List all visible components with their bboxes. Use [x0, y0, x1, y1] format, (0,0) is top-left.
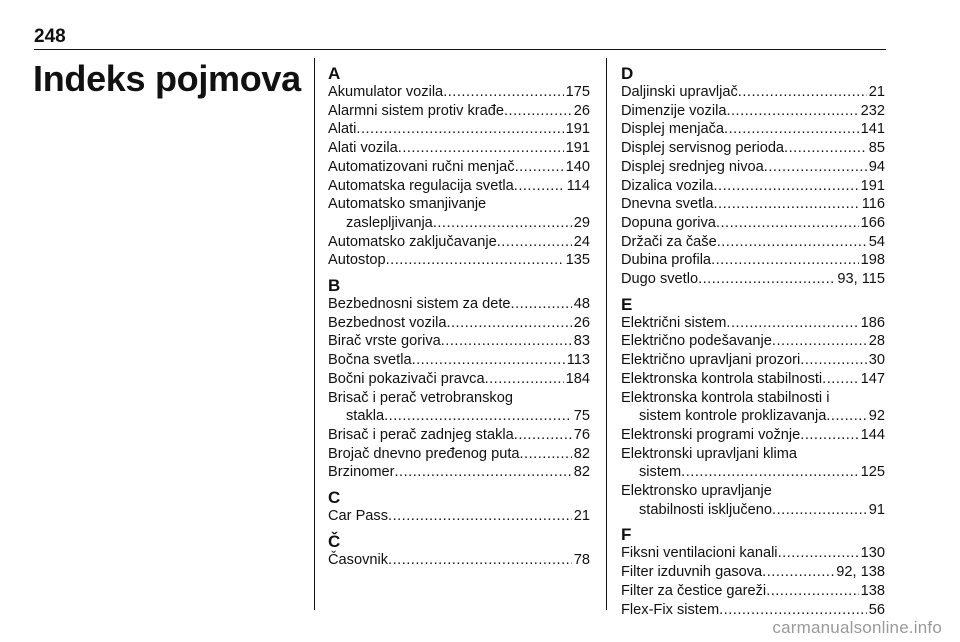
entry-term: Bočni pokazivači pravca	[328, 370, 485, 387]
index-entry	[621, 270, 885, 289]
entry-page: 82	[573, 445, 590, 462]
index-entry	[621, 370, 885, 389]
leader-dots	[395, 463, 572, 482]
entry-term: Bezbednost vozila	[328, 314, 447, 331]
entry-term: Bočna svetla	[328, 352, 412, 369]
entry-term: Displej menjača	[621, 121, 725, 138]
entry-term: Dizalica vozila	[621, 177, 714, 194]
entry-page: 166	[860, 214, 885, 231]
entry-page: 30	[868, 352, 885, 369]
leader-dots	[698, 270, 835, 289]
index-entry	[621, 463, 885, 482]
entry-term: Dnevna svetla	[621, 196, 714, 213]
leader-dots	[711, 251, 859, 270]
entry-term: Elektronski upravljani klima	[621, 445, 798, 462]
entry-page: 54	[868, 233, 885, 250]
leader-dots	[778, 544, 859, 563]
entry-page: 125	[860, 464, 885, 481]
entry-page: 144	[860, 426, 885, 443]
entry-page: 21	[573, 508, 590, 525]
entry-page: 82	[573, 464, 590, 481]
entry-page: 83	[573, 333, 590, 350]
entry-page: 130	[860, 545, 885, 562]
leader-dots	[412, 351, 565, 370]
leader-dots	[826, 407, 866, 426]
index-entry	[621, 158, 885, 177]
section-letter: Č	[328, 531, 341, 551]
leader-dots	[515, 158, 564, 177]
index-entry	[621, 177, 885, 196]
entry-page: 28	[868, 333, 885, 350]
leader-dots	[713, 177, 858, 196]
entry-page: 175	[565, 84, 590, 100]
leader-dots	[433, 214, 572, 233]
section-letter: A	[328, 64, 341, 83]
entry-term: Elektronska kontrola stabilnosti i	[621, 389, 830, 406]
leader-dots	[485, 370, 564, 389]
entry-page: 116	[861, 196, 885, 213]
leader-dots	[398, 139, 564, 158]
leader-dots	[772, 332, 867, 351]
entry-page: 135	[565, 252, 590, 269]
leader-dots	[681, 463, 858, 482]
index-entry	[328, 139, 590, 158]
entry-term: Elektronsko upravljanje	[621, 483, 772, 500]
leader-dots	[772, 501, 867, 520]
entry-page: 92	[868, 408, 885, 425]
index-entry	[621, 332, 885, 351]
section-letter: B	[328, 276, 341, 296]
index-section	[328, 488, 590, 526]
entry-term: Dubina profila	[621, 252, 712, 269]
leader-dots	[716, 214, 859, 233]
entry-term: Alati	[328, 121, 357, 138]
index-entry	[328, 314, 590, 333]
entry-term: Automatizovani ručni menjač	[328, 158, 515, 175]
index-entry	[328, 102, 590, 121]
entry-term: Električno upravljani prozori	[621, 352, 801, 369]
index-entry	[328, 407, 590, 426]
entry-page: 56	[868, 601, 885, 618]
index-entry	[621, 120, 885, 139]
entry-term: stabilnosti isključeno	[639, 501, 773, 518]
leader-dots	[504, 102, 572, 121]
entry-page: 141	[860, 121, 885, 138]
leader-dots	[511, 295, 572, 314]
entry-term: Časovnik	[328, 551, 389, 568]
entry-term: Autostop	[328, 252, 386, 269]
entry-page: 91	[868, 501, 885, 518]
leader-dots	[388, 551, 572, 570]
index-entry	[621, 139, 885, 158]
entry-term: Brojač dnevno pređenog puta	[328, 445, 520, 462]
page-title: Indeks pojmova	[33, 58, 301, 99]
index-entry	[621, 102, 885, 121]
entry-term: Brisač i perač vetrobranskog	[328, 389, 513, 406]
index-section	[328, 532, 590, 570]
index-entry	[328, 177, 590, 196]
index-entry	[328, 233, 590, 252]
index-entry	[621, 233, 885, 252]
index-section	[621, 64, 885, 289]
index-entry	[621, 214, 885, 233]
entry-term: Akumulator vozila	[328, 84, 444, 100]
column-divider-right	[606, 58, 607, 610]
index-entry	[621, 563, 885, 582]
leader-dots	[441, 332, 572, 351]
entry-term: Dimenzije vozila	[621, 102, 727, 119]
entry-page: 138	[860, 582, 885, 599]
entry-term: Elektronska kontrola stabilnosti	[621, 370, 823, 387]
entry-page: 92, 138	[836, 564, 885, 581]
entry-page: 26	[573, 314, 590, 331]
leader-dots	[764, 158, 867, 177]
index-column-1	[328, 64, 590, 575]
entry-page: 232	[860, 102, 885, 119]
entry-term: Automatsko zaključavanje	[328, 233, 497, 250]
entry-term: Filter izduvnih gasova	[621, 564, 763, 581]
column-divider-left	[314, 58, 315, 610]
leader-dots	[800, 351, 867, 370]
entry-term: Alarmni sistem protiv krađe	[328, 102, 504, 119]
leader-dots	[762, 563, 834, 582]
entry-term: Električno podešavanje	[621, 333, 772, 350]
entry-term: Displej servisnog perioda	[621, 140, 785, 157]
leader-dots	[724, 120, 859, 139]
leader-dots	[766, 582, 858, 601]
entry-page: 24	[573, 233, 590, 250]
entry-term: Elektronski programi vožnje	[621, 426, 801, 443]
entry-term: Car Pass	[328, 508, 389, 525]
index-entry	[328, 370, 590, 389]
index-section	[621, 525, 885, 619]
entry-term: Daljinski upravljač	[621, 84, 738, 100]
entry-page: 94	[868, 158, 885, 175]
entry-page: 191	[565, 140, 590, 157]
entry-page: 48	[573, 296, 590, 313]
leader-dots	[784, 139, 867, 158]
index-entry	[328, 332, 590, 351]
index-entry	[328, 83, 590, 102]
index-section	[328, 64, 590, 270]
entry-term: zaslepljivanja	[346, 214, 433, 231]
entry-page: 191	[565, 121, 590, 138]
entry-page: 186	[860, 314, 885, 331]
entry-page: 198	[860, 252, 885, 269]
leader-dots	[514, 426, 572, 445]
leader-dots	[514, 177, 565, 196]
leader-dots	[822, 370, 858, 389]
entry-page: 75	[573, 408, 590, 425]
section-letter: D	[621, 64, 634, 83]
index-entry	[621, 601, 885, 620]
leader-dots	[443, 83, 563, 102]
entry-page: 140	[565, 158, 590, 175]
page-number: 248	[34, 26, 66, 47]
index-entry	[328, 295, 590, 314]
entry-term: Automatsko smanjivanje	[328, 196, 487, 213]
section-letter: E	[621, 294, 633, 314]
leader-dots	[719, 601, 867, 620]
entry-page: 78	[573, 551, 590, 568]
leader-dots	[738, 83, 867, 102]
entry-page: 191	[860, 177, 885, 194]
index-column-2	[621, 64, 885, 625]
index-entry	[621, 251, 885, 270]
leader-dots	[726, 102, 858, 121]
entry-term: Dopuna goriva	[621, 214, 716, 231]
entry-term: Displej srednjeg nivoa	[621, 158, 764, 175]
index-entry	[328, 351, 590, 370]
index-entry	[328, 507, 590, 526]
leader-dots	[388, 507, 572, 526]
entry-term: Električni sistem	[621, 314, 727, 331]
leader-dots	[726, 314, 858, 333]
index-entry	[621, 582, 885, 601]
watermark: carmanualsonline.info	[772, 618, 942, 637]
index-entry	[621, 501, 885, 520]
index-entry	[328, 445, 590, 464]
index-entry	[621, 314, 885, 333]
entry-page: 26	[573, 102, 590, 119]
entry-term: Brzinomer	[328, 464, 395, 481]
leader-dots	[356, 120, 563, 139]
entry-term: Alati vozila	[328, 140, 398, 157]
entry-page: 93, 115	[837, 271, 885, 288]
entry-page: 113	[566, 352, 590, 369]
entry-page: 147	[860, 370, 885, 387]
entry-term: sistem kontrole proklizavanja	[639, 408, 827, 425]
leader-dots	[446, 314, 571, 333]
index-entry	[621, 426, 885, 445]
index-entry	[621, 407, 885, 426]
leader-dots	[520, 445, 572, 464]
entry-page: 184	[565, 370, 590, 387]
index-entry	[328, 426, 590, 445]
index-entry	[328, 158, 590, 177]
index-entry	[621, 83, 885, 102]
leader-dots	[717, 233, 867, 252]
section-letter: F	[621, 525, 632, 545]
entry-term: Držači za čaše	[621, 233, 717, 250]
entry-page: 76	[573, 426, 590, 443]
index-entry	[621, 351, 885, 370]
index-entry	[328, 551, 590, 570]
entry-term: Filter za čestice gareži	[621, 582, 767, 599]
entry-term: stakla	[346, 408, 385, 425]
leader-dots	[386, 251, 564, 270]
entry-term: Bezbednosni sistem za dete	[328, 296, 511, 313]
index-entry	[328, 463, 590, 482]
entry-page: 114	[566, 177, 590, 194]
index-section	[621, 295, 885, 520]
entry-term: Flex-Fix sistem	[621, 601, 720, 618]
entry-term: Birač vrste goriva	[328, 333, 441, 350]
entry-page: 85	[868, 140, 885, 157]
index-entry	[621, 195, 885, 214]
index-entry	[328, 120, 590, 139]
leader-dots	[497, 233, 572, 252]
entry-page: 29	[573, 214, 590, 231]
leader-dots	[800, 426, 858, 445]
entry-term: Automatska regulacija svetla	[328, 177, 514, 194]
index-entry	[328, 251, 590, 270]
entry-page: 21	[868, 84, 885, 100]
section-letter: C	[328, 488, 341, 508]
entry-term: Fiksni ventilacioni kanali	[621, 545, 778, 562]
index-entry	[328, 214, 590, 233]
header-rule	[34, 49, 886, 50]
entry-term: Dugo svetlo	[621, 271, 699, 288]
leader-dots	[713, 195, 859, 214]
index-section	[328, 276, 590, 482]
index-entry	[621, 544, 885, 563]
entry-term: Brisač i perač zadnjeg stakla	[328, 426, 514, 443]
leader-dots	[384, 407, 572, 426]
entry-term: sistem	[639, 464, 682, 481]
